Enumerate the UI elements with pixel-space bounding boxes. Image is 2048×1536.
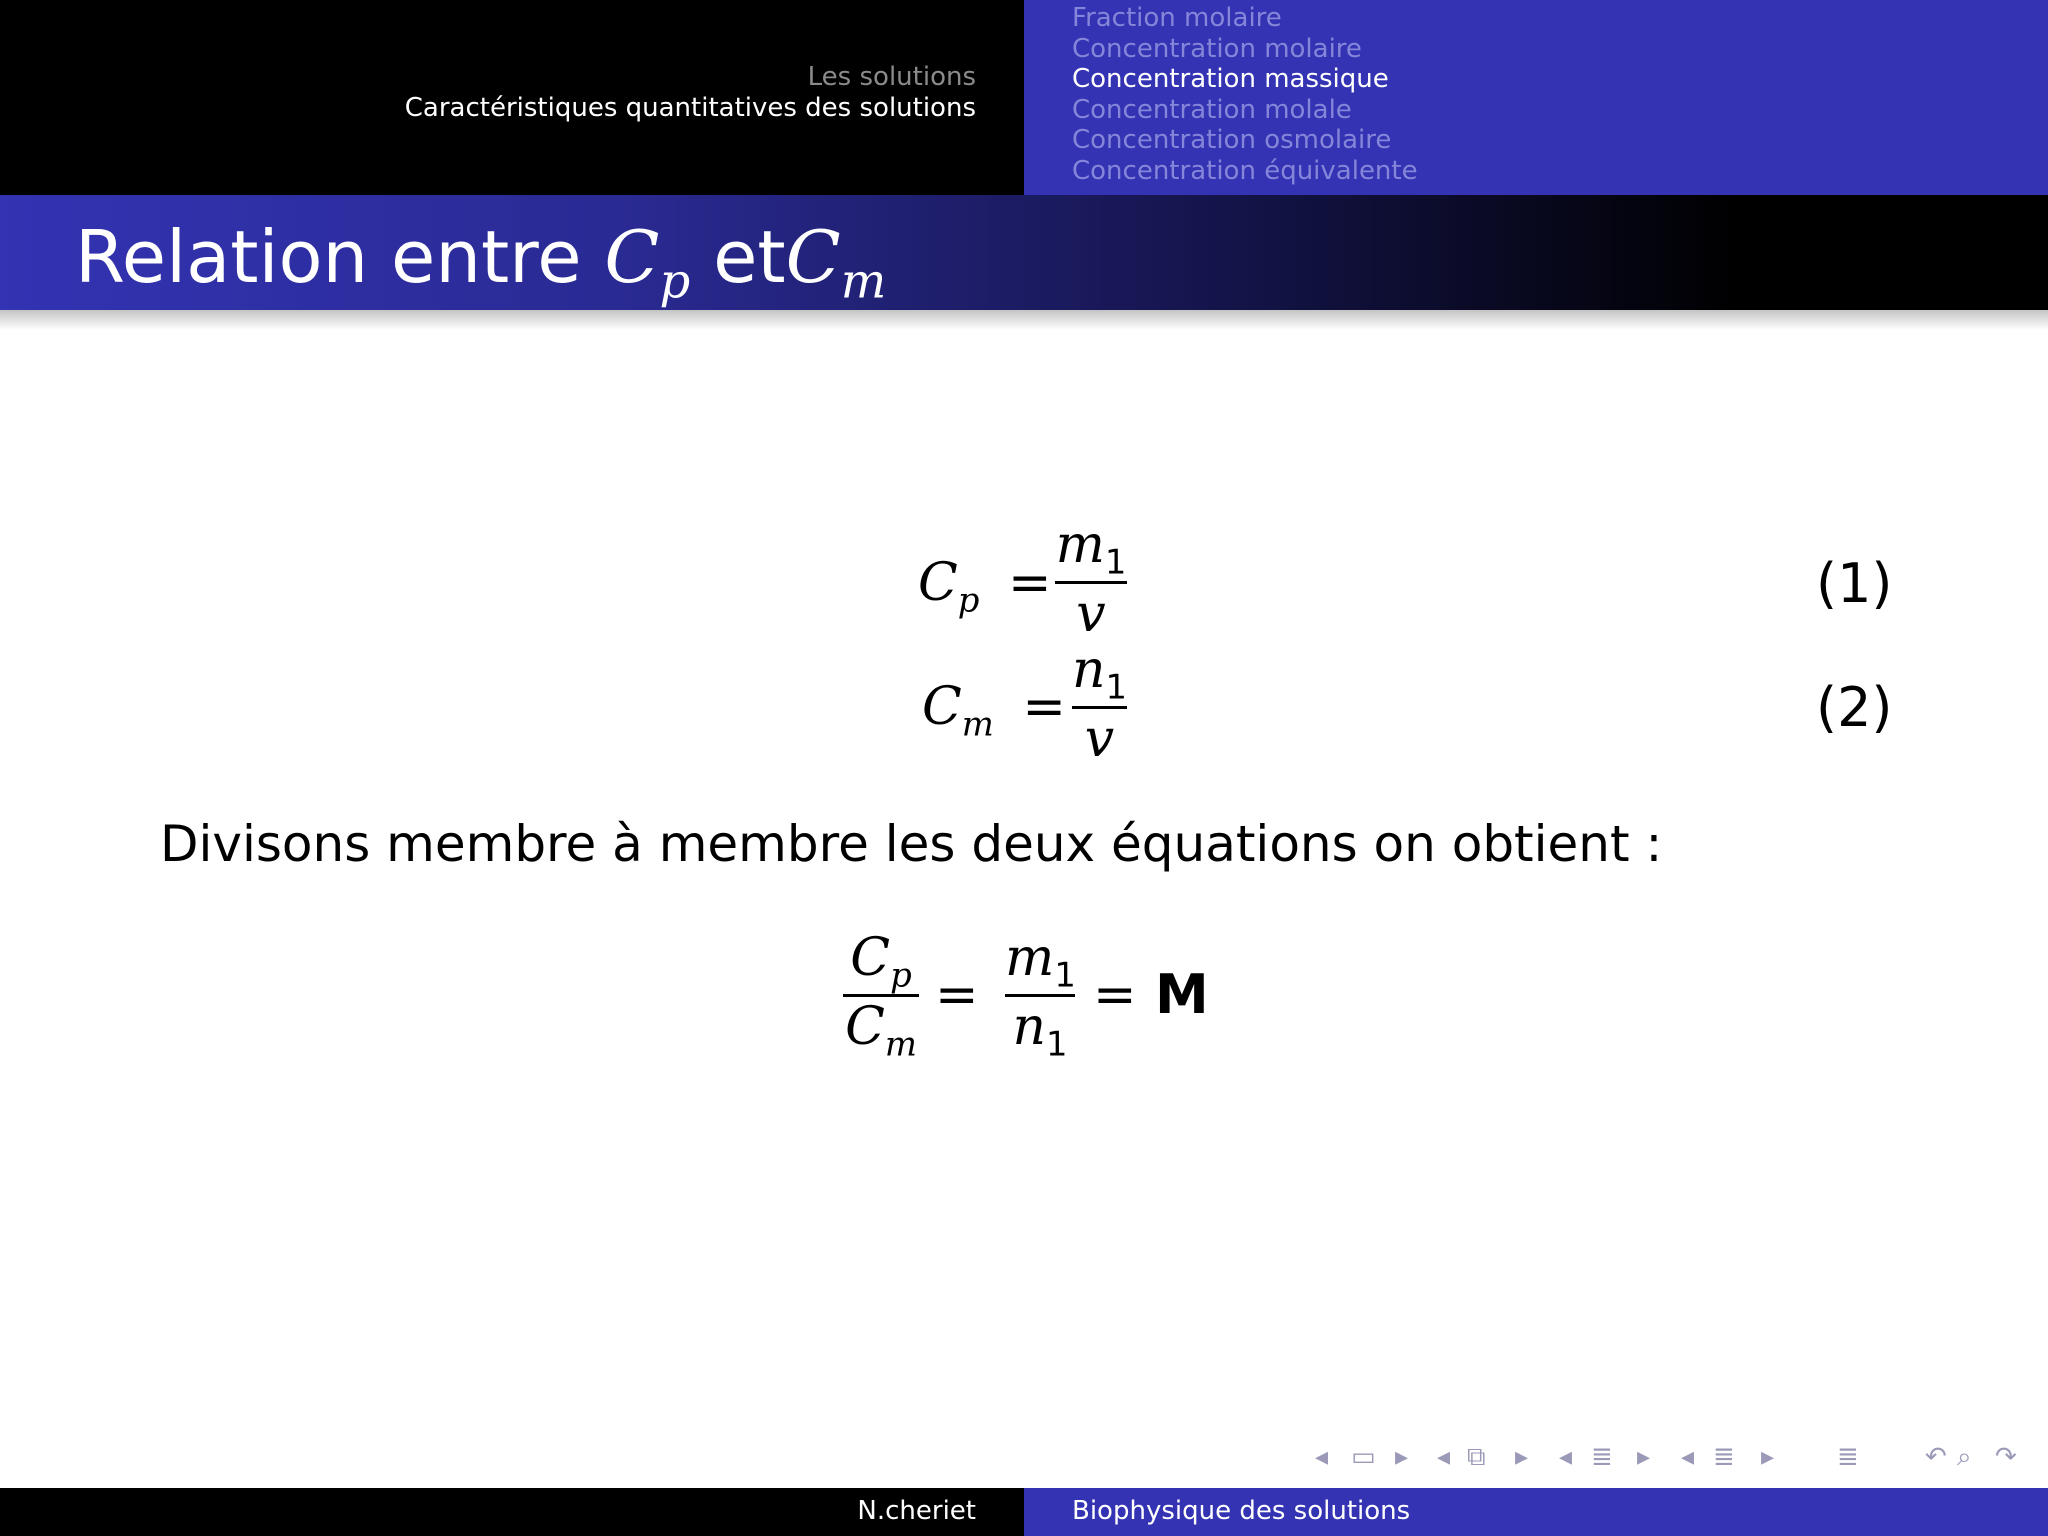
subsection-title[interactable]: Caractéristiques quantitatives des solutions [404, 93, 976, 123]
result-molar-mass: M [1155, 963, 1209, 1026]
subsection-icon[interactable]: ⧉ [1467, 1442, 1486, 1472]
result-fraction-m1-n1: $m_1$ $n_1$ [1005, 928, 1076, 1064]
equation-1-lhs: $C_p$ = [918, 553, 1052, 620]
forward-icon[interactable]: ↷ [1995, 1442, 2017, 1472]
document-icon[interactable]: ≣ [1837, 1442, 1859, 1472]
nav-right-arrow-icon[interactable]: ▸ [1515, 1442, 1529, 1472]
nav-right-arrow-icon[interactable]: ▸ [1395, 1442, 1409, 1472]
section-icon[interactable]: ≣ [1591, 1442, 1613, 1472]
search-icon[interactable]: ⌕ [1957, 1442, 1972, 1472]
author-name: N.cheriet [857, 1496, 976, 1526]
result-equals-2: = [1093, 965, 1137, 1025]
result-fraction-cp-cm: $C_p$ $C_m$ [843, 928, 919, 1064]
subsection-link-concentration-equivalente[interactable]: Concentration équivalente [1072, 156, 1418, 186]
equation-2-fraction: $n_1$ v [1072, 640, 1128, 770]
equation-2-label: (2) [1816, 676, 1893, 739]
body-sentence: Divisons membre à membre les deux équations on obtient : [160, 815, 1663, 873]
back-icon[interactable]: ↶ [1925, 1442, 1947, 1472]
headline-left [0, 0, 1024, 195]
headline-bar [0, 0, 2048, 195]
beamer-navigation [1315, 1442, 2035, 1478]
nav-right-arrow-icon[interactable]: ▸ [1637, 1442, 1651, 1472]
frame-title-shadow [0, 310, 2048, 330]
equation-1-label: (1) [1816, 552, 1893, 615]
nav-left-arrow-icon[interactable]: ◂ [1559, 1442, 1573, 1472]
equation-1-fraction: $m_1$ v [1055, 515, 1127, 645]
footline-left [0, 1488, 1024, 1536]
frame-title-cm: $C_m$ [785, 215, 887, 310]
frame-title [75, 215, 886, 309]
section-title[interactable]: Les solutions [807, 62, 976, 92]
nav-left-arrow-icon[interactable]: ◂ [1437, 1442, 1451, 1472]
result-equals-1: = [935, 965, 979, 1025]
equation-2-lhs: $C_m$ = [922, 677, 1066, 744]
subsection-link-fraction-molaire[interactable]: Fraction molaire [1072, 3, 1282, 33]
subsection-link-concentration-molale[interactable]: Concentration molale [1072, 95, 1352, 125]
frame-icon[interactable]: ▭ [1351, 1442, 1376, 1472]
subsection-list-icon[interactable]: ≣ [1713, 1442, 1735, 1472]
presentation-short-title: Biophysique des solutions [1072, 1496, 1411, 1526]
subsection-link-concentration-osmolaire[interactable]: Concentration osmolaire [1072, 125, 1392, 155]
subsection-link-concentration-massique[interactable]: Concentration massique [1072, 64, 1389, 94]
footline [0, 1488, 2048, 1536]
frame-title-bar [0, 195, 2048, 310]
nav-right-arrow-icon[interactable]: ▸ [1761, 1442, 1775, 1472]
frame-title-et: et [713, 215, 786, 299]
footline-right [1024, 1488, 2048, 1536]
frame-title-cp: $C_p$ [604, 215, 691, 310]
frame-title-text: Relation entre [75, 215, 582, 299]
subsection-link-concentration-molaire[interactable]: Concentration molaire [1072, 34, 1362, 64]
nav-left-arrow-icon[interactable]: ◂ [1315, 1442, 1329, 1472]
headline-right [1024, 0, 2048, 195]
nav-left-arrow-icon[interactable]: ◂ [1681, 1442, 1695, 1472]
